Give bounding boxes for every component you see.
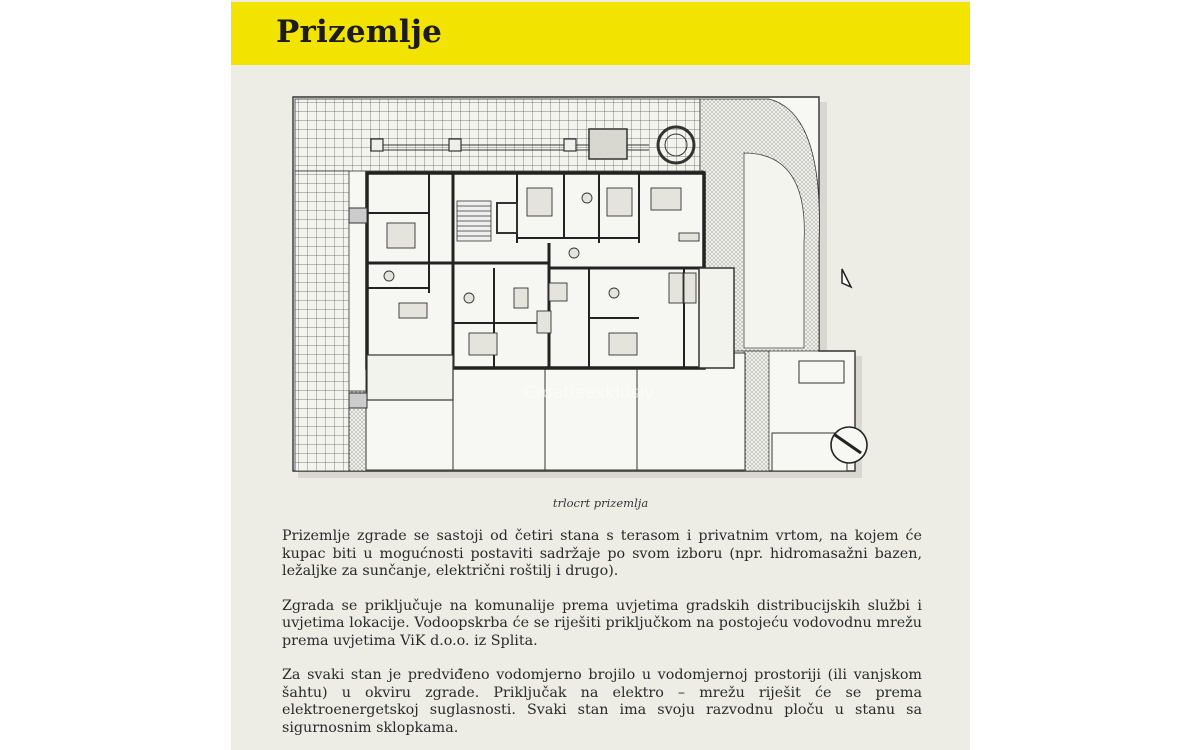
document-page [231,0,970,750]
north-arrow [831,427,867,463]
left-strip [295,171,349,471]
body-text [282,528,922,750]
floor-plan-drawing [289,93,884,483]
title-banner [231,2,970,65]
paragraph-3: Za svaki stan je predviđeno vodomjerno brojilo u vodomjernoj prostoriji (ili vanjskom šahtu) u okviru zgrade. Priključak na elektro – mrežu riješit će se prema elektroenergetskoj suglasnosti. Svaki stan ima svoju razvodnu ploču u stanu sa sigurnosnim sklopkama. [282,667,922,736]
watermark-text: Croatiaexklusiv [523,383,655,403]
figure-caption: trlocrt prizemlja [552,496,649,510]
paragraph-1: Prizemlje zgrade se sastoji od četiri stana s terasom i privatnim vrtom, na kojem će kupac biti u mogućnosti postaviti sadržaje po svom izboru (npr. hidromasažni bazen, ležaljke za sunčanje, električni roštilj i drugo). [282,528,922,579]
direction-triangle [842,269,851,287]
building-footprint [367,173,704,368]
paragraph-2: Zgrada se priključuje na komunalije prema uvjetima gradskih distribucijskih službi i uvjetima lokacije. Vodoopskrba će se riješiti priključkom na postojeću vodovodnu mrežu prema uvjetima ViK d.o.o. iz Splita. [282,597,922,649]
top-terrace [295,99,700,171]
page-title: Prizemlje [276,14,443,50]
